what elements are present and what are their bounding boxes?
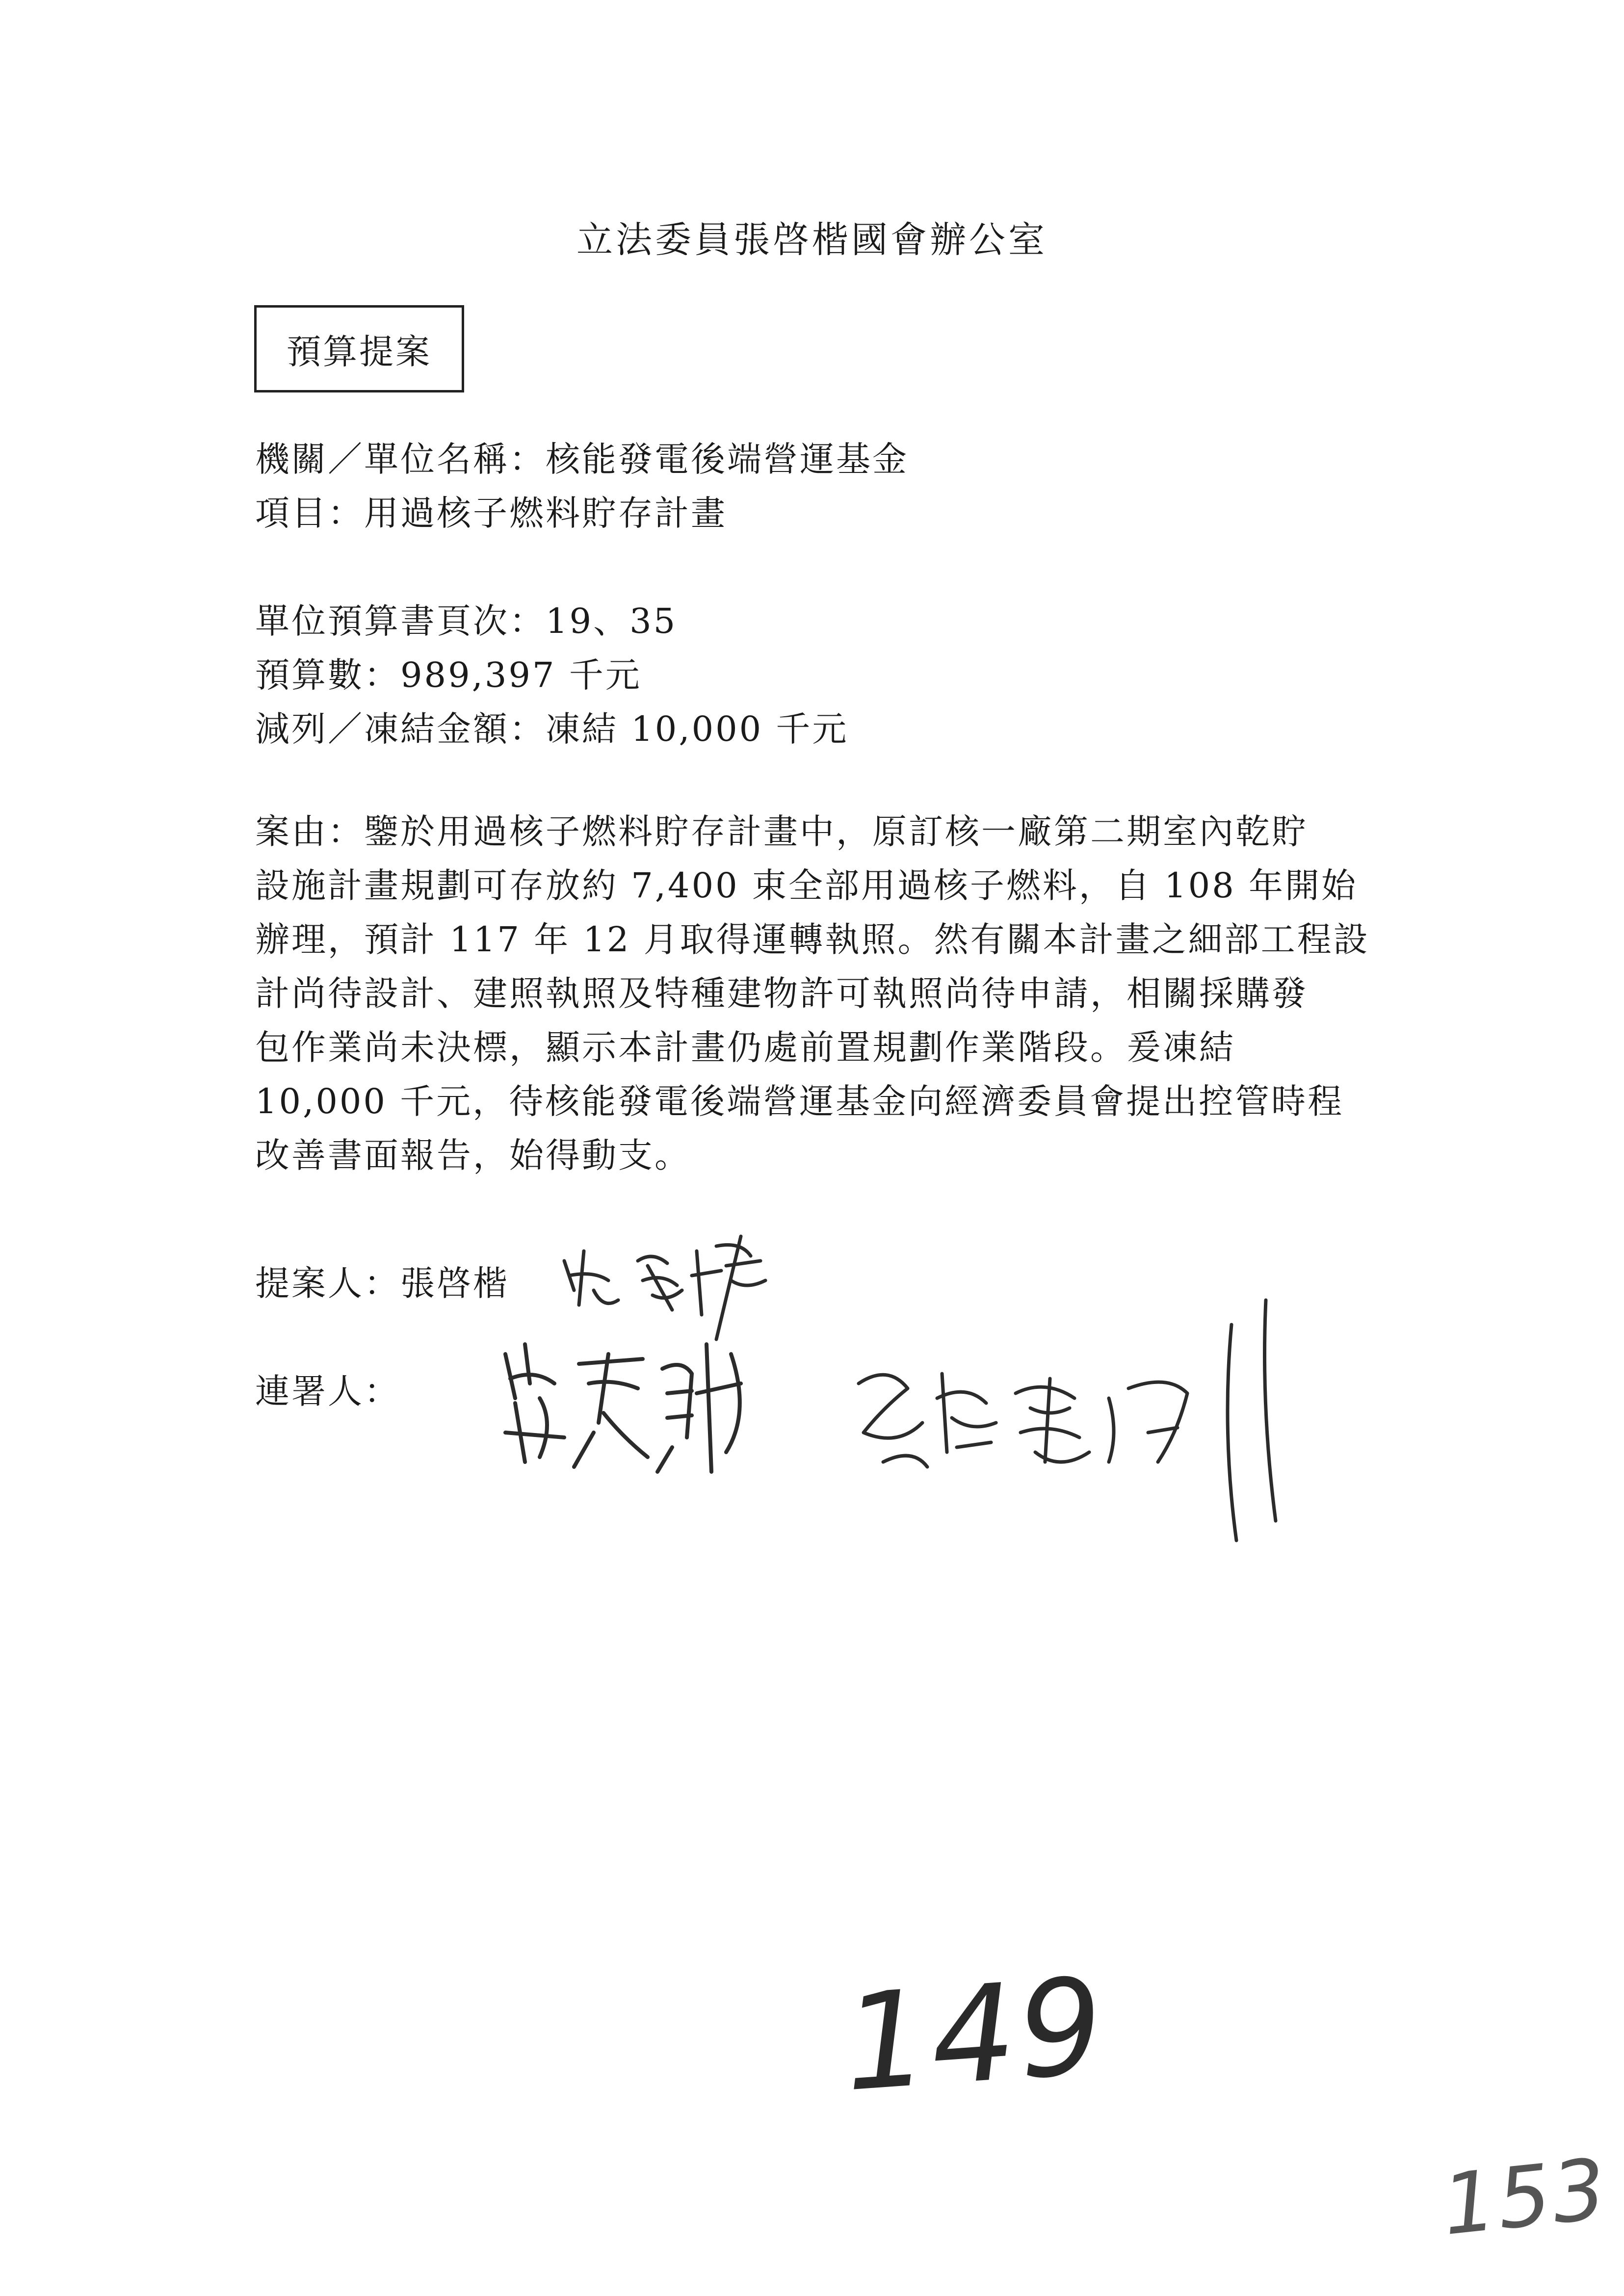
reason-paragraph: [255, 805, 1393, 1182]
reason-line: 改善書面報告，始得動支。: [255, 1135, 691, 1175]
item-line: 項目：用過核子燃料貯存計畫: [255, 493, 727, 533]
handwritten-page-number: 149: [838, 1948, 1111, 2121]
proposal-type-label: 預算提案: [287, 331, 432, 372]
budget-pages-line: 單位預算書頁次：19、35: [255, 601, 678, 641]
cosigner-signature-1: [496, 1325, 770, 1482]
reason-line: 辦理，預計 117 年 12 月取得運轉執照。然有關本計畫之細部工程設: [255, 919, 1370, 960]
agency-line: 機關／單位名稱：核能發電後端營運基金: [255, 439, 909, 479]
proposal-type-box: [254, 305, 464, 392]
cosigners-line: 連署人：: [255, 1371, 400, 1411]
budget-amount-line: 預算數：989,397 千元: [255, 655, 642, 695]
office-title: 立法委員張啓楷國會辦公室: [576, 219, 1048, 261]
freeze-amount-line: 減列／凍結金額：凍結 10,000 千元: [255, 709, 849, 749]
reason-line: 設施計畫規劃可存放約 7,400 束全部用過核子燃料，自 108 年開始: [255, 865, 1358, 906]
reason-line: 包作業尚未決標，顯示本計畫仍處前置規劃作業階段。爰凍結: [255, 1027, 1235, 1068]
reason-line: 10,000 千元，待核能發電後端營運基金向經濟委員會提出控管時程: [255, 1081, 1344, 1122]
handwritten-corner-number: 153: [1438, 2140, 1612, 2255]
cosigner-signature-2: [844, 1285, 1315, 1560]
proposer-line: 提案人：張啓楷: [255, 1263, 509, 1304]
reason-line: 案由：鑒於用過核子燃料貯存計畫中，原訂核一廠第二期室內乾貯: [255, 811, 1308, 852]
reason-line: 計尚待設計、建照執照及特種建物許可執照尚待申請，相關採購發: [255, 973, 1308, 1014]
